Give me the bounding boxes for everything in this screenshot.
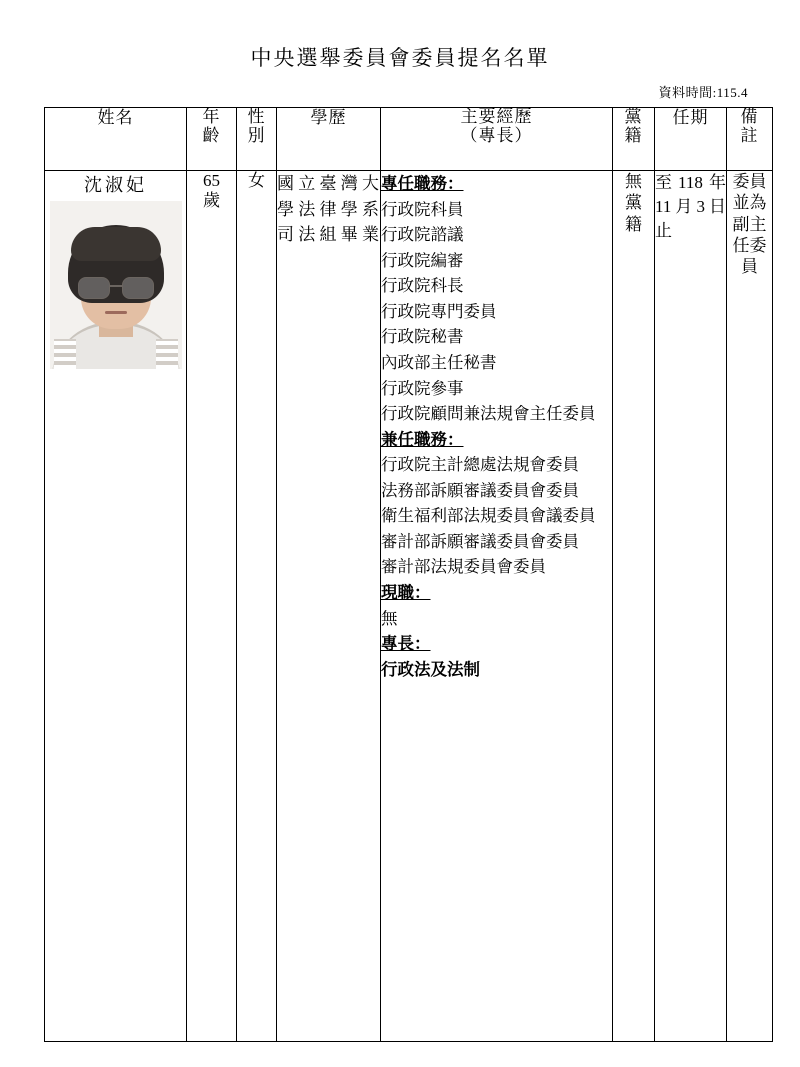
cell-experience <box>381 171 613 1042</box>
experience-item: 內政部主任秘書 <box>381 352 497 372</box>
column-header-age-line1: 年 <box>202 107 221 126</box>
column-header-experience-line1: 主要經歷 <box>460 107 533 126</box>
column-header-term: 任期 <box>655 108 727 171</box>
column-header-sex-line2: 別 <box>247 125 266 145</box>
column-header-party-line2: 籍 <box>624 125 643 145</box>
column-header-sex <box>237 108 277 171</box>
experience-item: 法務部訴願審議委員會委員 <box>381 480 579 500</box>
experience-item: 審計部法規委員會委員 <box>381 557 546 577</box>
nominee-remark: 委員並為副主任委員 <box>732 172 767 276</box>
column-header-remark <box>727 108 773 171</box>
experience-item: 衛生福利部法規委員會議委員 <box>381 506 596 526</box>
column-header-age <box>187 108 237 171</box>
data-timestamp: 資料時間:115.4 <box>658 85 748 100</box>
cell-party <box>613 171 655 1042</box>
column-header-name: 姓名 <box>45 108 187 171</box>
page-title: 中央選舉委員會委員提名名單 <box>250 46 550 70</box>
column-header-party-line1: 黨 <box>624 107 643 126</box>
experience-item: 行政院諮議 <box>381 225 464 245</box>
column-header-experience-line2: （專長） <box>460 125 533 145</box>
column-header-remark-line1: 備 <box>740 107 759 126</box>
cell-remark <box>727 171 773 1042</box>
nominee-age-unit: 歲 <box>203 190 220 210</box>
column-header-sex-line1: 性 <box>247 107 266 126</box>
nominee-photo <box>50 201 182 369</box>
experience-section-full-time-label: 專任職務： <box>381 174 464 193</box>
experience-item: 無 <box>381 608 398 628</box>
experience-item: 審計部訴願審議委員會委員 <box>381 531 579 551</box>
experience-section-current-label: 現職： <box>381 583 431 602</box>
column-header-experience <box>381 108 613 171</box>
nominee-party-line3: 籍 <box>625 214 642 234</box>
cell-education <box>277 171 381 1042</box>
nominee-table <box>44 107 773 1042</box>
nominee-education: 國立臺灣大學法律學系司法組畢業 <box>277 174 380 244</box>
experience-section-concurrent-label: 兼任職務： <box>381 429 464 449</box>
experience-item: 行政院科員 <box>381 199 464 219</box>
column-header-party <box>613 108 655 171</box>
nominee-party-line2: 黨 <box>625 193 642 213</box>
experience-item: 行政院主計總處法規會委員 <box>381 455 579 475</box>
experience-item: 行政院專門委員 <box>381 301 497 321</box>
column-header-remark-line2: 註 <box>740 125 759 145</box>
experience-item: 行政院編審 <box>381 250 464 270</box>
experience-item: 行政院顧問兼法規會主任委員 <box>381 404 596 424</box>
nominee-party-line1: 無 <box>625 172 642 191</box>
experience-item: 行政院秘書 <box>381 327 464 347</box>
cell-sex <box>237 171 277 1042</box>
experience-specialty: 行政法及法制 <box>381 659 480 679</box>
column-header-education: 學歷 <box>277 108 381 171</box>
column-header-age-line2: 齡 <box>202 125 221 145</box>
nominee-name: 沈淑妃 <box>84 175 147 195</box>
experience-section-specialty-label: 專長： <box>381 634 431 654</box>
nominee-sex: 女 <box>248 171 265 190</box>
nominee-age-number: 65 <box>203 171 220 190</box>
table-header-row <box>45 108 773 171</box>
experience-item: 行政院參事 <box>381 378 464 398</box>
experience-item: 行政院科長 <box>381 276 464 296</box>
table-row <box>45 171 773 1042</box>
cell-name <box>45 171 187 1042</box>
cell-age <box>187 171 237 1042</box>
cell-term <box>655 171 727 1042</box>
nominee-term: 至118年11月3日止 <box>655 173 726 240</box>
